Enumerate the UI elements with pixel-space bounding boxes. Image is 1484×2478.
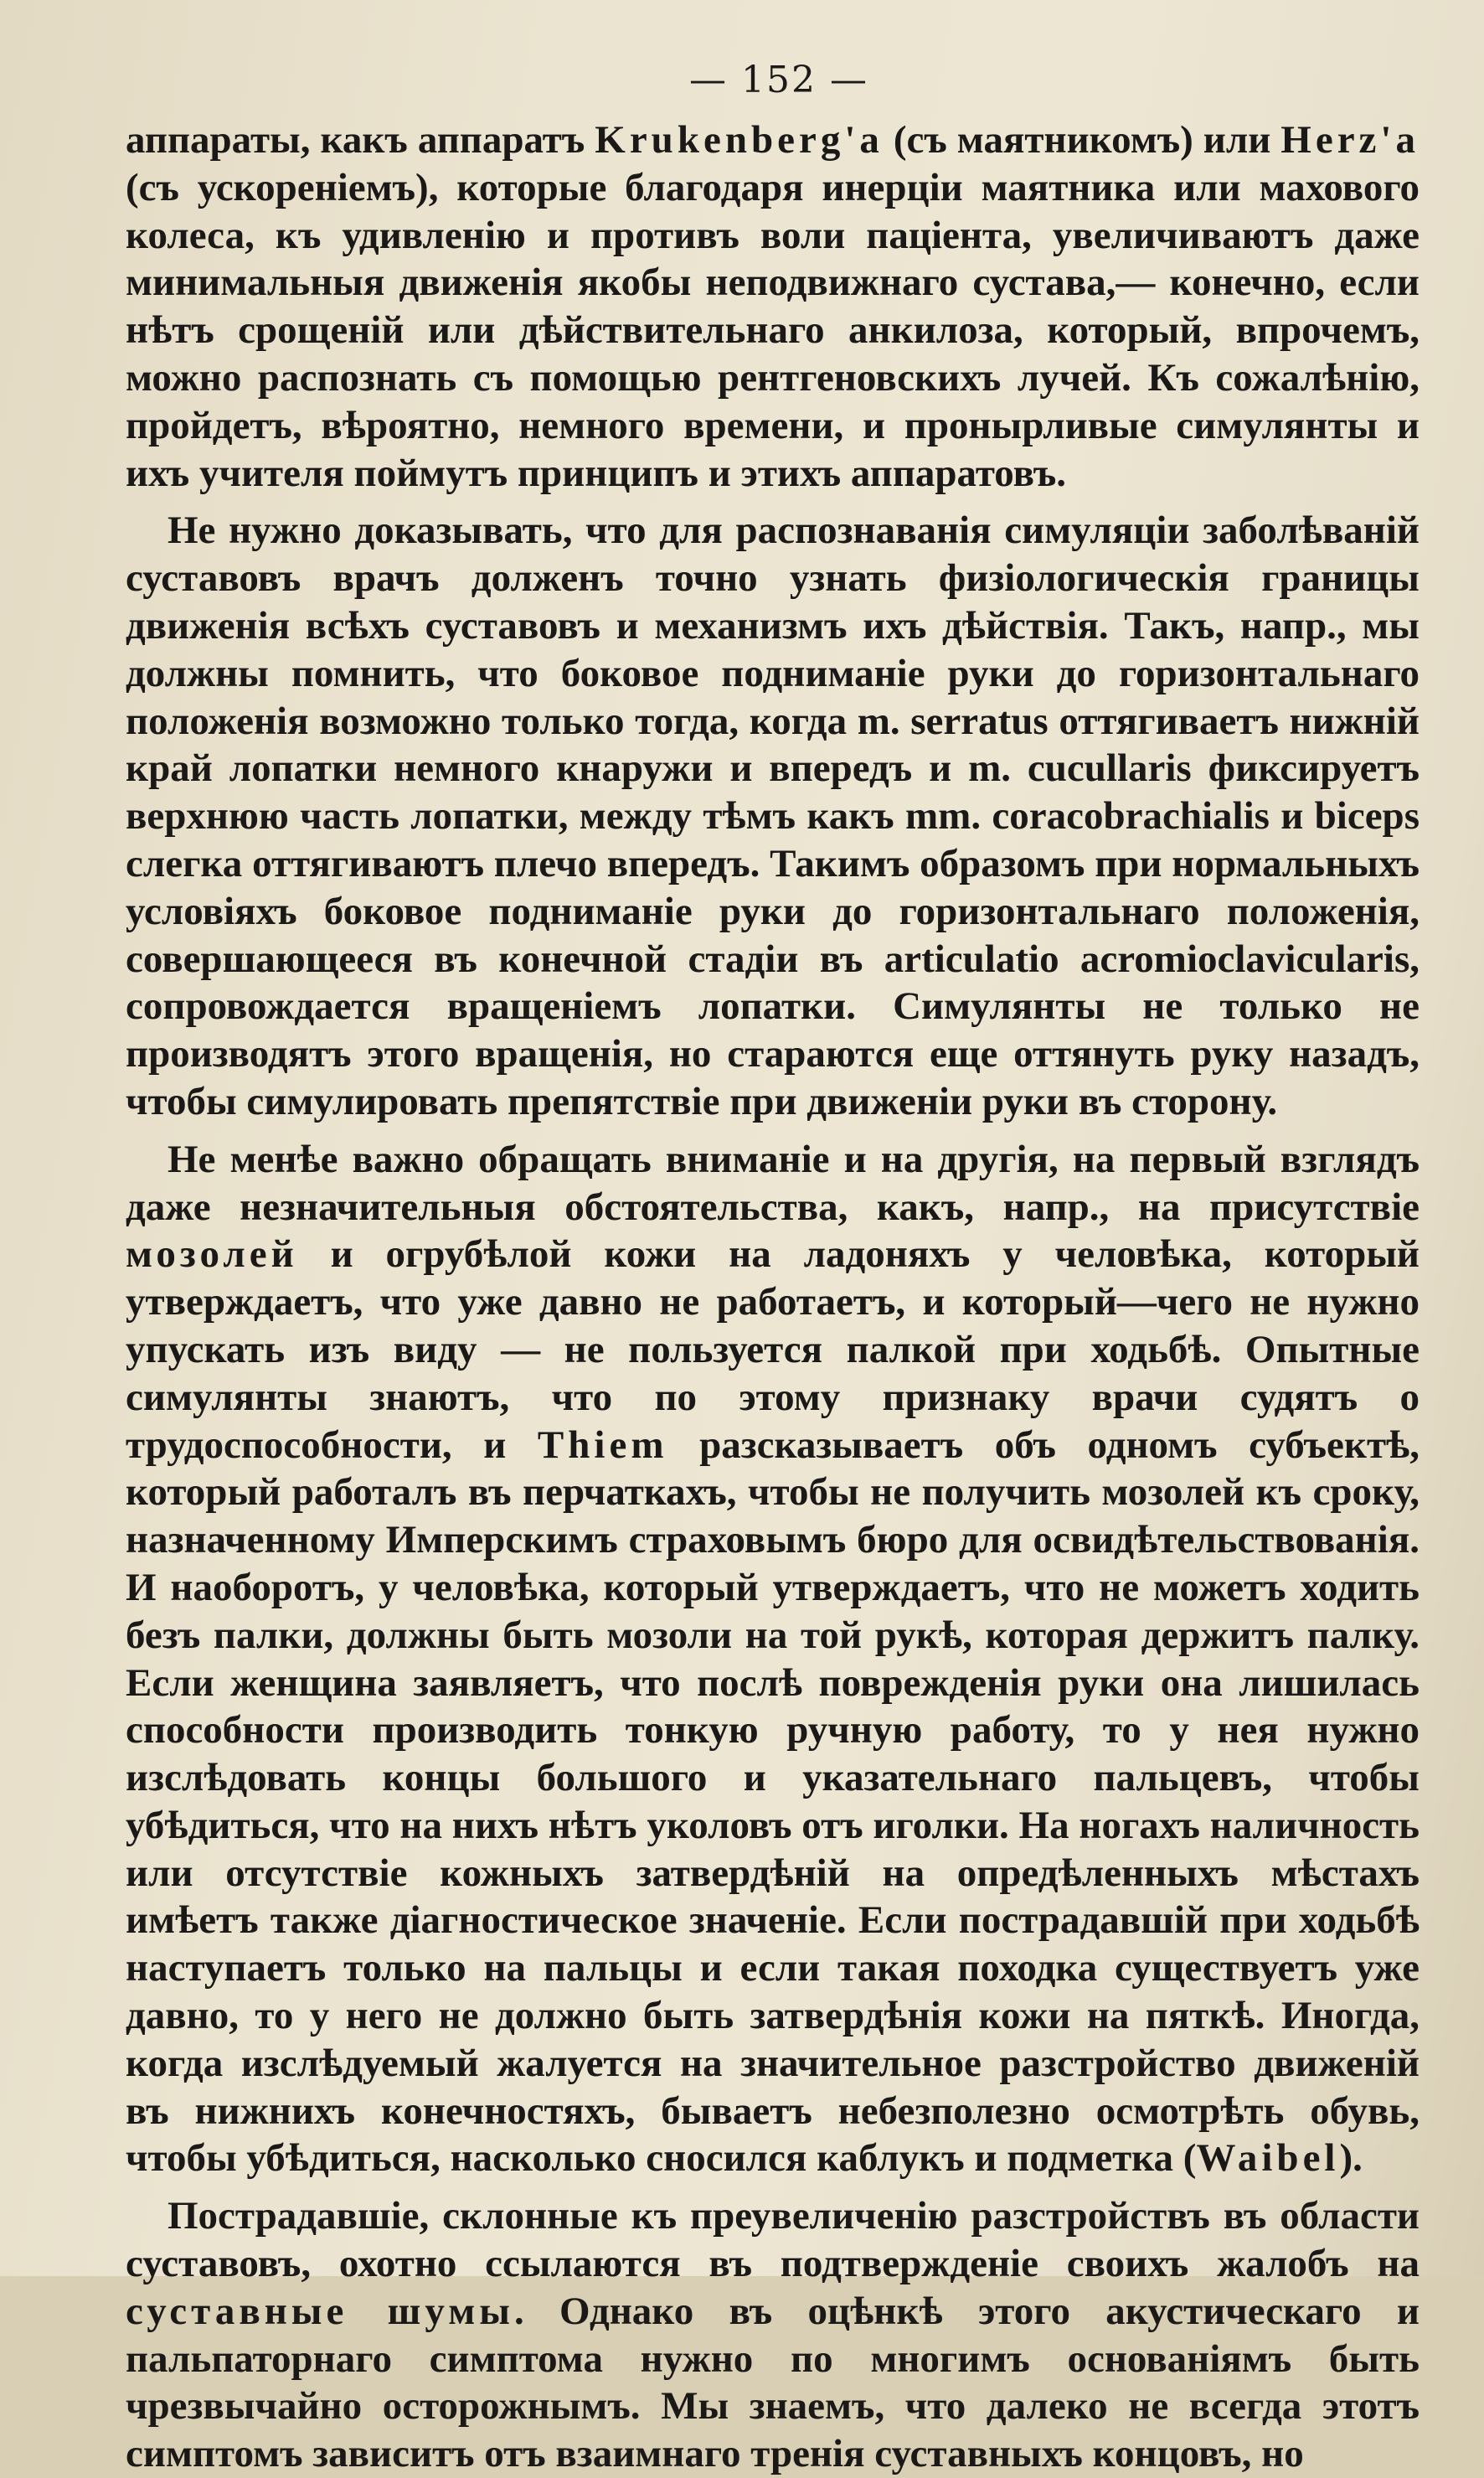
text-segment: разсказываетъ объ одномъ субъектѣ, который работалъ въ перчаткахъ, чтобы не получить мозолей къ сроку, назначенному Имперскимъ страховымъ бюро для освидѣтельствованія. И наоборотъ, у человѣка, который утверждаетъ, что не можетъ ходить безъ палки, должны быть мозоли на той рукѣ, которая держитъ палку. Если женщина заявляетъ, что послѣ поврежденія руки она лишилась способности производить тонкую ручную работу, то у нея нужно изслѣдовать концы большого и указательнаго пальцевъ, чтобы убѣдиться, что на нихъ нѣтъ уколовъ отъ иголки. На ногахъ наличность или отсутствіе кожныхъ затвердѣній на опредѣленныхъ мѣстахъ имѣетъ также діагностическое значеніе. Если пострадавшій при ходьбѣ наступаетъ только на пальцы и если такая походка существуетъ уже давно, то у него не должно быть затвердѣнія кожи на пяткѣ. Иногда, когда изслѣдуемый жалуется на значительное разстройство движеній въ нижнихъ конечностяхъ, бываетъ небезполезно осмотрѣть обувь, чтобы убѣдиться, насколько сносился каблукъ и подметка ( xyxy=(126,1422,1420,2181)
page-number: — 152 — xyxy=(689,59,868,101)
body-text xyxy=(126,116,1420,2478)
text-segment: и огрубѣлой кожи на ладоняхъ у человѣка, который утверждаетъ, что уже давно не работаетъ, и который—чего не нужно упускать изъ виду — не пользуется палкой при ходьбѣ. Опытные симулянты знаютъ, что по этому признаку врачи судятъ о трудоспособности, и xyxy=(126,1232,1420,1467)
emphasized-term: суставные шумы xyxy=(126,2289,514,2333)
text-segment: (съ маятникомъ) или xyxy=(883,118,1281,162)
text-segment: (съ ускореніемъ), которые благодаря инерціи маятника или махового колеса, къ удивленію и противъ воли паціента, увеличиваютъ даже минимальныя движенія якобы неподвижнаго сустава,— конечно, если нѣтъ срощеній или дѣйствительнаго анкилоза, который, впрочемъ, можно распознать съ помощью рентгеновскихъ лучей. Къ сожалѣнію, пройдетъ, вѣроятно, немного времени, и пронырливые симулянты и ихъ учителя поймутъ принципъ и этихъ аппаратовъ. xyxy=(126,165,1420,495)
paragraph xyxy=(126,1136,1420,2183)
text-segment: Не менѣе важно обращать вниманіе и на другія, на первый взглядъ даже незначительныя обстоятельства, какъ, напр., на присутствіе xyxy=(126,1137,1420,1229)
text-segment: аппараты, какъ аппаратъ xyxy=(126,118,595,162)
author-name: Herz'а xyxy=(1280,118,1420,162)
author-name: Thiem xyxy=(537,1422,668,1467)
emphasized-term: мозолей xyxy=(126,1232,298,1277)
author-name: Krukenberg'а xyxy=(595,118,884,162)
text-segment: . Однако въ оцѣнкѣ этого акустическаго и пальпаторнаго симптома нужно по многимъ основаніямъ быть чрезвычайно осторожнымъ. Мы знаемъ, что далеко не всегда этотъ симптомъ зависитъ отъ взаимнаго тренія суставныхъ концовъ, но xyxy=(126,2289,1420,2476)
text-segment: ). xyxy=(1339,2136,1363,2181)
paragraph xyxy=(126,507,1420,1125)
paragraph xyxy=(126,2192,1420,2478)
text-segment: Пострадавшіе, склонные къ преувеличенію разстройствъ въ области суставовъ, охотно ссылаются въ подтвержденіе своихъ жалобъ на xyxy=(126,2194,1420,2286)
author-name: Waibel xyxy=(1196,2136,1340,2181)
paragraph xyxy=(126,116,1420,497)
text-segment: Не нужно доказывать, что для распознаванія симуляціи заболѣваній суставовъ врачъ долженъ точно узнать физіологическія границы движенія всѣхъ суставовъ и механизмъ ихъ дѣйствія. Такъ, напр., мы должны помнить, что боковое подниманіе руки до горизонтальнаго положенія возможно только тогда, когда m. serratus оттягиваетъ нижній край лопатки немного кнаружи и впередъ и m. cucullaris фиксируетъ верхнюю часть лопатки, между тѣмъ какъ mm. coracobrachialis и biceps слегка оттягиваютъ плечо впередъ. Такимъ образомъ при нормальныхъ условіяхъ боковое подниманіе руки до горизонтальнаго положенія, совершающееся въ конечной стадіи въ articulatio acromioclavicularis, сопровождается вращеніемъ лопатки. Симулянты не только не производятъ этого вращенія, но стараются еще оттянуть руку назадъ, чтобы симулировать препятствіе при движеніи руки въ сторону. xyxy=(126,509,1420,1123)
